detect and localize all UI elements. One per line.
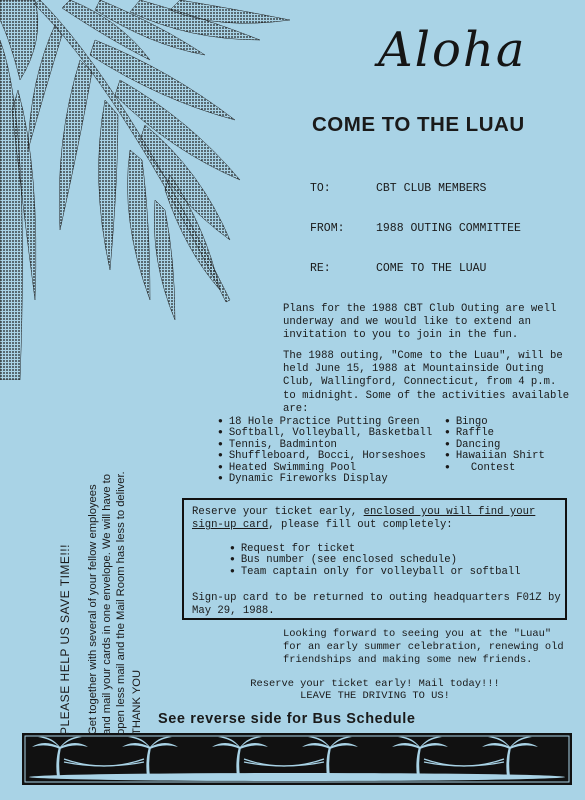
closing-line-1: Reserve your ticket early! Mail today!!! (250, 678, 500, 690)
memo-re-value: COME TO THE LUAU (376, 262, 487, 275)
closing-line-2: LEAVE THE DRIVING TO US! (300, 690, 450, 702)
list-item: ● Bus number (see enclosed schedule) (230, 555, 521, 566)
list-item: ● Bingo (445, 417, 545, 428)
thank-you: THANK YOU (131, 669, 143, 735)
return-note: Sign-up card to be returned to outing headquarters F01Z by May 29, 1988. (192, 592, 561, 617)
signup-instructions-box (182, 498, 567, 620)
memo-to-value: CBT CLUB MEMBERS (376, 182, 487, 195)
reverse-side-note: See reverse side for Bus Schedule (158, 711, 416, 727)
list-item: ● Tennis, Badminton (218, 440, 432, 451)
side-note-line: Get together with several of your fellow employees (87, 484, 99, 735)
list-item: ● Hawaiian Shirt (445, 451, 545, 462)
list-item: ● Shuffleboard, Bocci, Horseshoes (218, 451, 432, 462)
aloha-script-title: Aloha (378, 22, 527, 78)
list-item-continuation: ● Contest (445, 463, 545, 474)
list-item: ● Dancing (445, 440, 545, 451)
list-item: ● Dynamic Fireworks Display (218, 474, 432, 485)
list-item: ● Raffle (445, 428, 545, 439)
list-item: ● Softball, Volleyball, Basketball (218, 428, 432, 439)
activities-list-left (218, 417, 432, 485)
signup-items-list (230, 544, 521, 578)
closing-lines (240, 678, 510, 702)
headline: COME TO THE LUAU (312, 113, 525, 136)
side-note-rotated (58, 375, 178, 735)
closing-paragraph: Looking forward to seeing you at the "Luau" for an early summer celebration, renewing old friendships and making some new friends. (283, 628, 564, 666)
details-paragraph: The 1988 outing, "Come to the Luau", will be held June 15, 1988 at Mountainside Outing Club, Wallingford, Connecticut, from 4 p.m. to midnight. Some of the activities available are: (283, 350, 570, 415)
list-item: ● Request for ticket (230, 544, 521, 555)
activities-list-right (445, 417, 545, 474)
side-note-line: open less mail and the Mail Room has less to deliver. (115, 471, 127, 735)
memo-to-label: TO: (310, 182, 331, 195)
side-note-line: and mail your cards in one envelope. We will have to (101, 474, 113, 735)
intro-paragraph: Plans for the 1988 CBT Club Outing are well underway and we would like to extend an invitation to you to join in the fun. (283, 303, 557, 342)
memo-from-value: 1988 OUTING COMMITTEE (376, 222, 521, 235)
list-item: ● Heated Swimming Pool (218, 463, 432, 474)
palm-frond-illustration (0, 0, 300, 380)
memo-re-label: RE: (310, 262, 331, 275)
memo-from-label: FROM: (310, 222, 345, 235)
box-intro: Reserve your ticket early, enclosed you will find your sign-up card, please fill out completely: (192, 506, 536, 531)
list-item: ● Team captain only for volleyball or softball (230, 567, 521, 578)
help-heading: PLEASE HELP US SAVE TIME!!! (58, 544, 72, 735)
palm-tree-banner (22, 733, 572, 785)
list-item: ● 18 Hole Practice Putting Green (218, 417, 432, 428)
